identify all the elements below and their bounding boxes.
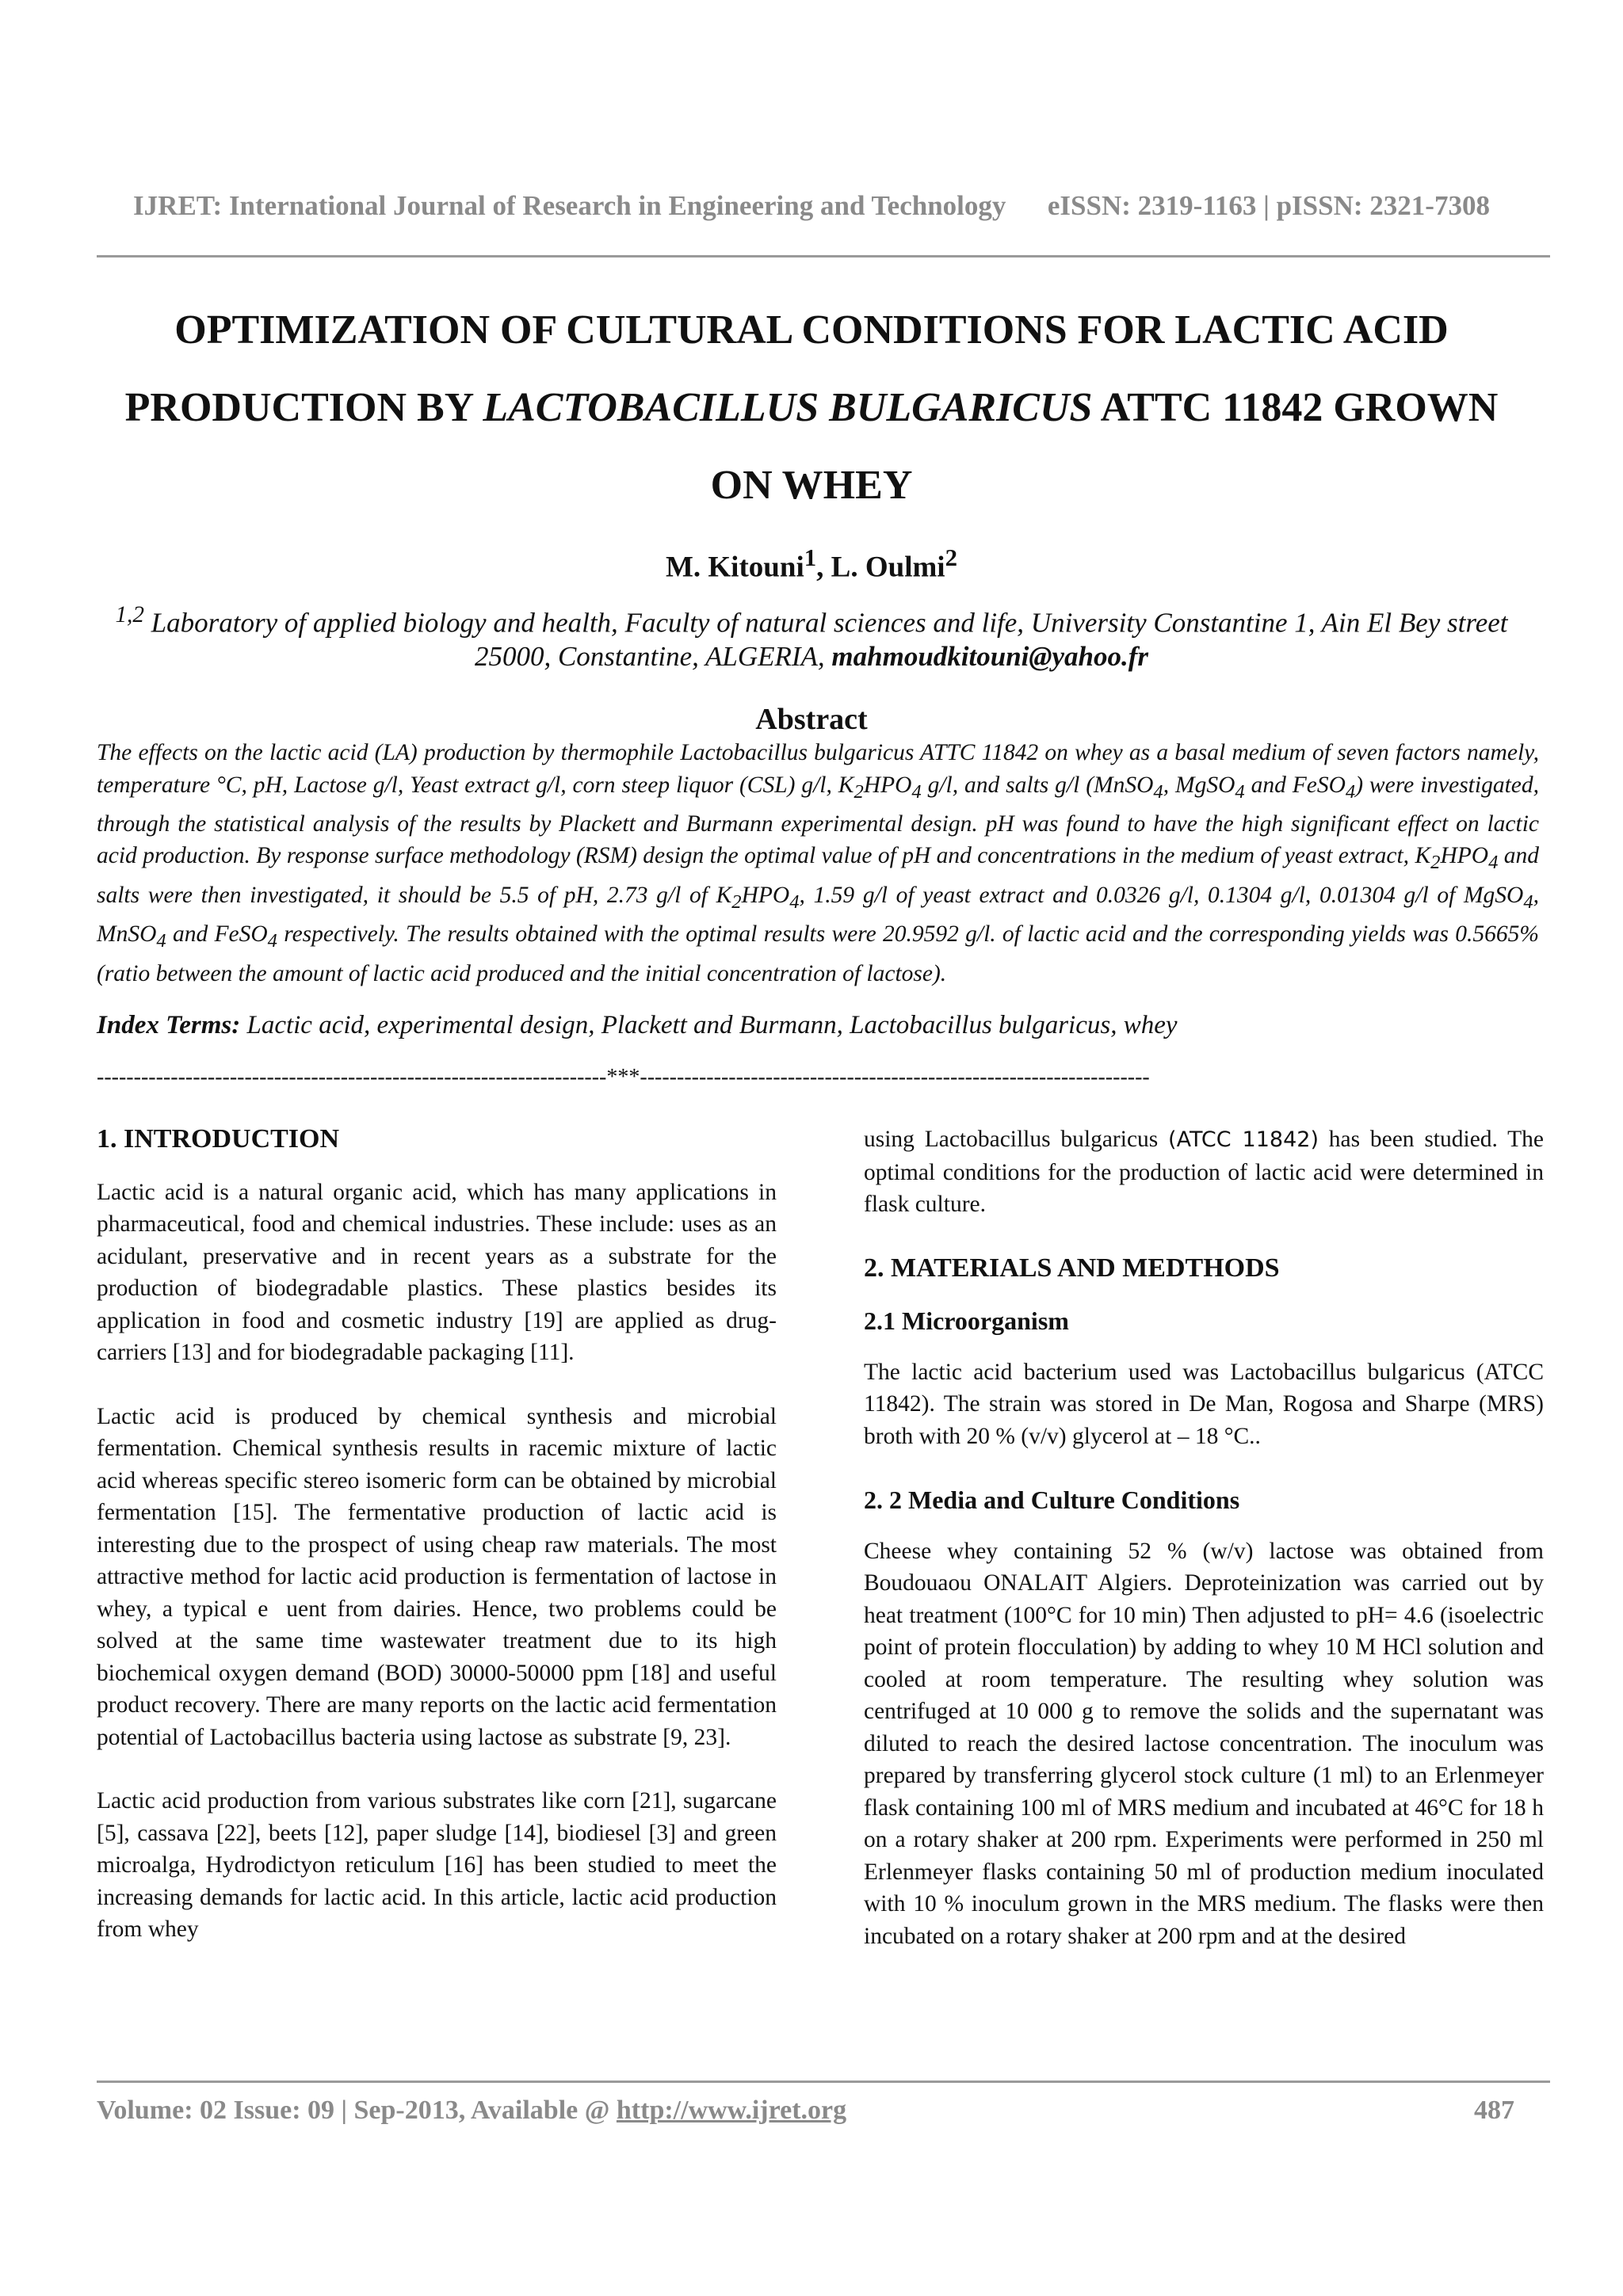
abstract-body: The effects on the lactic acid (LA) production by thermophile Lactobacillus bulgaricus ATTC 11842 on whey as a basal medium of seven factors namely, temperature °C, pH, Lactose g/l, Yeast extract g/l, corn steep liquor (CSL) g/l, $K_2HPO_4$ g/l, and salts g/l (MnSO$_4$, MgSO$_4$ and FeSO$_4$) were investigated, through the statistical analysis of the results by Plackett and Burmann experimental design. pH was found to have the high significant effect on lactic acid production. By response surface methodology (RSM) design the optimal value of pH and concentrations in the medium of yeast extract, $K_2HPO_4$ and salts were then investigated, it should be 5.5 of pH, 2.73 g/l of $K_2HPO_4$, 1.59 g/l of yeast extract and 0.0326 g/l, 0.1304 g/l, 0.01304 g/l of MgSO$_4$, MnSO$_4$ and FeSO$_4$ respectively. The results obtained with the optimal results were 20.9592 g/l. of lactic acid and the corresponding yields was 0.5665% (ratio between the amount of lactic acid produced and the initial concentration of lactose). xyxy=(97,740,1540,986)
page-number: 487 xyxy=(1474,2096,1514,2125)
media-paragraph: Cheese whey containing 52 % (w/v) lactose was obtained from Boudouaou ONALAIT Algiers. Deproteinization was carried out by heat treatment (100°C for 10 min) Then adjusted to pH= 4.6 (isoelectric point of protein flocculation) by adding to whey 10 M HCl solution and cooled at room temperature. The resulting whey solution was centrifuged at 10 000 g to remove the solids and the supernatant was diluted to reach the desired lactose concentration. The inoculum was prepared by transferring glycerol stock culture (1 ml) to an Erlenmeyer flask containing 100 ml of MRS medium and incubated at 46°C for 18 h on a rotary shaker at 200 rpm. Experiments were performed in 250 ml Erlenmeyer flasks containing 50 ml of production medium inoculated with 10 % inoculum grown in the MRS medium. The flasks were then incubated on a rotary shaker at 200 rpm and at the desired xyxy=(864,1538,1544,1949)
species-name: LACTOBACILLUS BULGARICUS xyxy=(483,385,1093,430)
intro-continuation: using Lactobacillus bulgaricus (ATCC 11842) has been studied. The optimal conditions for the production of lactic acid were determined in flask culture. xyxy=(864,1127,1545,1217)
intro-paragraph-3: Lactic acid production from various substrates like corn [21], sugarcane [5], cassava [22], beets [12], paper sludge [14], biodiesel [3] and green microalga, Hydrodictyon reticulum [16] has been studied to meet the increasing demands for lactic acid. In this article, lactic acid production from whey xyxy=(97,1788,777,1942)
right-column xyxy=(864,1123,1544,1984)
issn: eISSN: 2319-1163 | pISSN: 2321-7308 xyxy=(1047,190,1490,221)
footer: Volume: 02 Issue: 09 | Sep-2013, Available @ http://www.ijret.org xyxy=(97,2096,847,2125)
index-terms-label: Index Terms: xyxy=(97,1011,241,1039)
title-line-3: ON WHEY xyxy=(710,463,913,508)
author-email: mahmoudkitouni@yahoo.fr xyxy=(831,640,1149,672)
title-line-2: PRODUCTION BY LACTOBACILLUS BULGARICUS ATTC 11842 GROWN xyxy=(124,385,1499,430)
materials-heading: 2. MATERIALS AND MEDTHODS xyxy=(864,1253,1280,1283)
strain-id: (ATCC 11842) xyxy=(1168,1127,1319,1152)
footer-rule xyxy=(97,2081,1550,2083)
intro-paragraph-2: Lactic acid is produced by chemical synthesis and microbial fermentation. Chemical synthesis results in racemic mixture of lactic acid whereas specific stereo isomeric form can be obtained by microbial fermentation [15]. The fermentative production of lactic acid is interesting due to the prospect of using cheap raw materials. The most attractive method for lactic acid production is fermentation of lactose in whey, a typical e uent from dairies. Hence, two problems could be solved at the same time wastewater treatment due to its high biochemical oxygen demand (BOD) 30000-50000 ppm [18] and useful product recovery. There are many reports on the lactic acid fermentation potential of Lactobacillus bacteria using lactose as substrate [9, 23]. xyxy=(97,1403,777,1750)
header-rule xyxy=(97,255,1550,257)
intro-paragraph-1: Lactic acid is a natural organic acid, which has many applications in pharmaceutical, food and chemical industries. These include: uses as an acidulant, preservative and in recent years as a substrate for the production of biodegradable plastics. These plastics besides its application in food and cosmetic industry [19] are applied as drug-carriers [13] and for biodegradable packaging [11]. xyxy=(97,1179,777,1365)
authors: M. Kitouni$^1$, L. Oulmi$^2$ xyxy=(665,544,957,584)
media-heading: 2. 2 Media and Culture Conditions xyxy=(864,1486,1240,1514)
microorganism-paragraph: The lactic acid bacterium used was Lactobacillus bulgaricus (ATCC 11842). The strain was stored in De Man, Rogosa and Sharpe (MRS) broth with 20 % (v/v) glycerol at – 18 °C.. xyxy=(864,1359,1544,1449)
title-line-1: OPTIMIZATION OF CULTURAL CONDITIONS FOR LACTIC ACID xyxy=(174,307,1449,353)
journal-name: IJRET: International Journal of Research in Engineering and Technology xyxy=(133,190,1006,221)
section-separator: ---------------------------------------------------------------------***--------------------------------------------------------------------- xyxy=(97,1065,1150,1089)
paper-title xyxy=(79,292,1544,524)
microorganism-heading: 2.1 Microorganism xyxy=(864,1306,1069,1335)
left-column xyxy=(97,1123,777,1978)
index-terms: Index Terms: Lactic acid, experimental design, Plackett and Burmann, Lactobacillus bulgaricus, whey xyxy=(97,1011,1178,1039)
journal-link[interactable]: http://www.ijret.org xyxy=(616,2096,847,2125)
running-header xyxy=(0,190,1623,222)
abstract-heading: Abstract xyxy=(755,703,868,736)
affiliation: $^{1,2}$ Laboratory of applied biology and health, Faculty of natural sciences and life, University Constantine 1, Ain El Bey street 25000, Constantine, ALGERIA, mahmoudkitouni@yahoo.fr xyxy=(115,602,1508,672)
introduction-heading: 1. INTRODUCTION xyxy=(97,1124,340,1154)
